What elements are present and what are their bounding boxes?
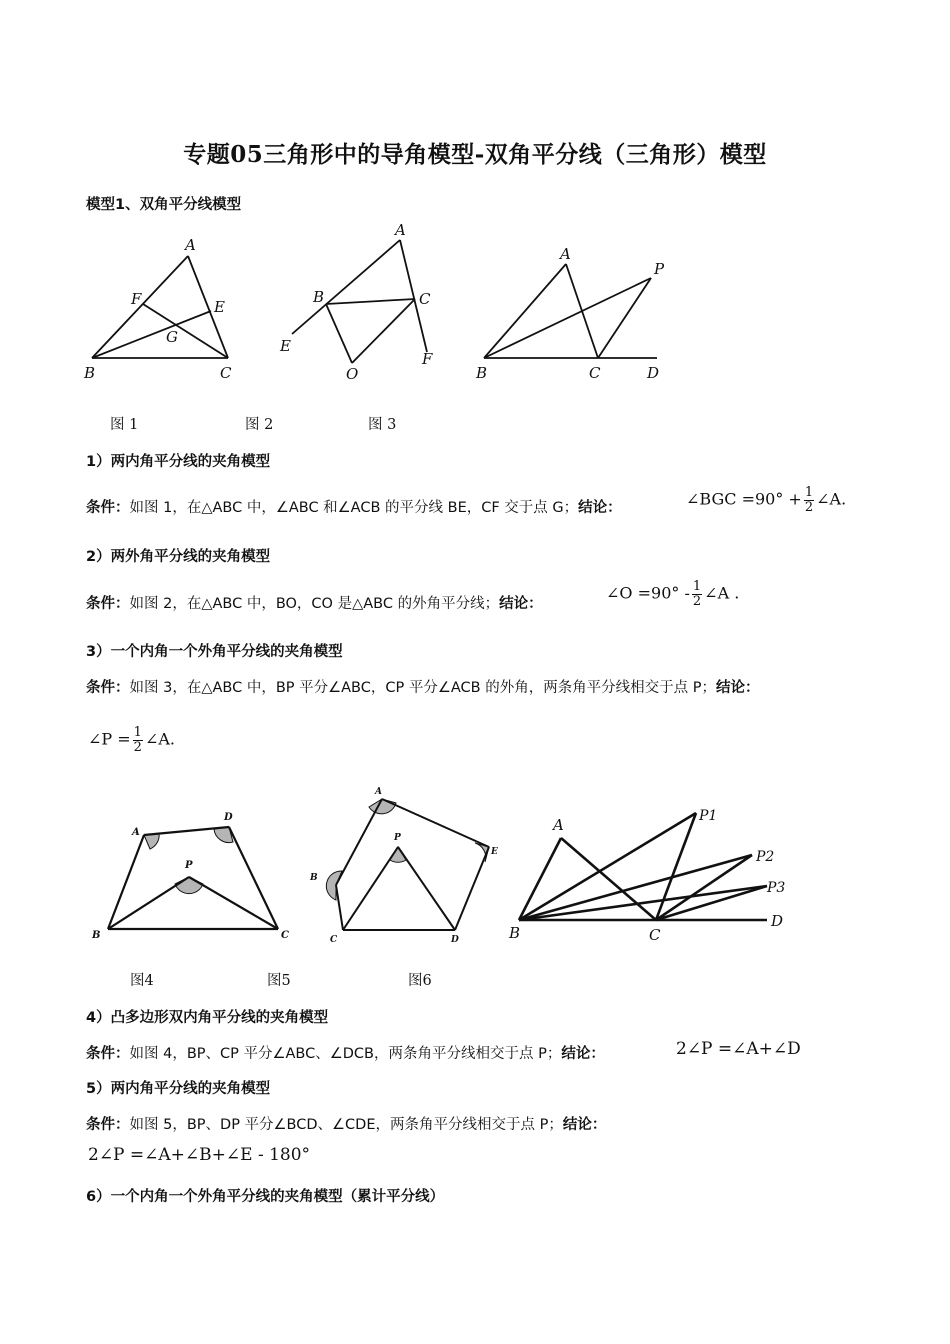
fig4-label: D: [224, 812, 233, 823]
fig1-label: A: [185, 236, 196, 254]
fig1-label: E: [214, 298, 225, 316]
fig1-label: B: [84, 364, 96, 382]
formula-part: ∠O =90° -: [606, 583, 690, 603]
fig5-label: C: [330, 935, 338, 944]
fig3-label: P: [654, 260, 665, 278]
concl-label: 结论：: [562, 1117, 607, 1133]
formula-part: ∠P =: [88, 729, 131, 749]
figure-4: [86, 808, 296, 942]
fig5-label: E: [491, 847, 498, 857]
caption-fig2: 图 2: [245, 417, 274, 433]
cond-text: 如图 5，BP、DP 平分∠BCD、∠CDE，两条角平分线相交于点 P；: [129, 1117, 563, 1133]
fraction: [133, 726, 143, 754]
fig3-label: C: [589, 364, 601, 382]
figure-6: [505, 800, 795, 946]
cond-text: 如图 3，在△ABC 中，BP 平分∠ABC，CP 平分∠ACB 的外角，两条角平分线相交于点 P；: [129, 680, 717, 696]
fig5-label: A: [375, 787, 382, 797]
fig6-label: C: [649, 926, 661, 944]
fig4-angle-arc: [175, 877, 203, 894]
fig2-label: O: [346, 365, 359, 383]
cond-text: 如图 1，在△ABC 中，∠ABC 和∠ACB 的平分线 BE，CF 交于点 G；: [129, 500, 579, 516]
fig2-label: B: [313, 288, 325, 306]
fig1-label: C: [220, 364, 232, 382]
concl-label: 结论：: [561, 1046, 605, 1062]
fig6-line: [656, 813, 696, 920]
sub2-condition: [86, 592, 543, 613]
fig3-label: D: [647, 364, 660, 382]
fig5-angle-arc: [326, 871, 342, 900]
concl-label: 结论：: [578, 500, 622, 516]
sub1-formula: [686, 486, 846, 514]
fig3-label: B: [476, 364, 488, 382]
fig5-line: [343, 847, 398, 930]
sub6-heading: 6）一个内角一个外角平分线的夹角模型（累计平分线）: [86, 1189, 445, 1205]
sub2-formula: [606, 580, 739, 608]
fig2-label: C: [419, 290, 431, 308]
concl-label: 结论：: [499, 596, 543, 612]
figure-1: [80, 232, 250, 384]
cond-label: 条件：: [86, 500, 130, 516]
fig6-label: P3: [767, 880, 786, 896]
formula-part: ∠A.: [816, 489, 847, 509]
figure-3: [470, 240, 670, 384]
fig5-line: [455, 847, 489, 930]
fig6-line: [656, 886, 767, 920]
fig3-line: [484, 264, 566, 358]
caption-fig6: 图6: [408, 973, 432, 989]
fig1-line: [92, 311, 211, 358]
fig3-line: [484, 278, 651, 358]
figure-5: [300, 784, 500, 944]
sub1-condition: [86, 496, 622, 517]
section-title: 模型1、双角平分线模型: [86, 197, 242, 213]
sub2-heading: 2）两外角平分线的夹角模型: [86, 549, 271, 565]
caption-fig5: 图5: [267, 973, 291, 989]
fig6-line: [656, 855, 752, 920]
fig5-line: [336, 799, 382, 885]
fig2-line: [292, 240, 400, 334]
sub4-condition: [86, 1042, 605, 1063]
sub3-formula: [88, 726, 175, 754]
fig2-line: [352, 299, 415, 363]
fig5-label: B: [310, 873, 318, 883]
fig2-label: E: [280, 337, 291, 355]
frac-num: 1: [133, 725, 142, 740]
fig5-line: [398, 847, 455, 930]
fig4-label: P: [185, 860, 193, 871]
fig4-label: B: [92, 930, 101, 941]
fig6-label: P2: [756, 849, 775, 865]
formula-part: ∠BGC =90° +: [686, 489, 802, 509]
sub5-condition: [86, 1113, 606, 1134]
fig6-label: B: [509, 924, 521, 942]
fig5-angle-arc: [369, 799, 396, 814]
cond-label: 条件：: [86, 1046, 130, 1062]
fig6-label: D: [771, 912, 784, 930]
sub4-formula: 2∠P =∠A+∠D: [676, 1039, 801, 1059]
formula-part: ∠A.: [144, 729, 175, 749]
fig2-line: [326, 299, 415, 304]
fig6-label: A: [553, 816, 564, 834]
caption-fig4: 图4: [130, 973, 154, 989]
fig5-label: P: [394, 833, 401, 843]
frac-num: 1: [692, 579, 702, 594]
cond-label: 条件：: [86, 596, 130, 612]
fig4-line: [108, 877, 189, 929]
formula-part: ∠A .: [704, 583, 740, 603]
fig5-label: D: [451, 935, 459, 944]
cond-text: 如图 4，BP、CP 平分∠ABC、∠DCB，两条角平分线相交于点 P；: [129, 1046, 562, 1062]
sub5-heading: 5）两内角平分线的夹角模型: [86, 1081, 271, 1097]
fig6-line: [519, 855, 752, 920]
cond-text: 如图 2，在△ABC 中，BO，CO 是△ABC 的外角平分线；: [129, 596, 500, 612]
fig4-line: [108, 835, 144, 929]
frac-den: 2: [804, 499, 814, 515]
cond-label: 条件：: [86, 1117, 130, 1133]
concl-label: 结论：: [716, 680, 760, 696]
sub5-formula: 2∠P =∠A+∠B+∠E - 180°: [88, 1145, 311, 1165]
fig6-line: [519, 886, 767, 920]
frac-den: 2: [133, 739, 142, 755]
caption-fig3: 图 3: [368, 417, 397, 433]
cond-label: 条件：: [86, 680, 130, 696]
fig6-label: P1: [699, 808, 718, 824]
frac-num: 1: [804, 485, 814, 500]
page-title: 专题05三角形中的导角模型-双角平分线（三角形）模型: [183, 141, 767, 168]
fig5-line: [336, 885, 343, 930]
fig1-label: G: [166, 328, 178, 346]
figure-2: [276, 220, 446, 386]
caption-fig1: 图 1: [110, 417, 139, 433]
fig2-label: A: [395, 221, 406, 239]
fig4-label: C: [281, 930, 289, 941]
fig2-line: [326, 304, 352, 363]
fraction: [692, 580, 702, 608]
fig1-label: F: [131, 290, 142, 308]
sub3-condition: [86, 676, 760, 697]
frac-den: 2: [692, 593, 702, 609]
fig2-label: F: [422, 350, 433, 368]
fig4-label: A: [132, 827, 140, 838]
sub3-heading: 3）一个内角一个外角平分线的夹角模型: [86, 644, 343, 660]
fraction: [804, 486, 814, 514]
sub4-heading: 4）凸多边形双内角平分线的夹角模型: [86, 1010, 329, 1026]
fig3-label: A: [560, 245, 571, 263]
sub1-heading: 1）两内角平分线的夹角模型: [86, 454, 271, 470]
